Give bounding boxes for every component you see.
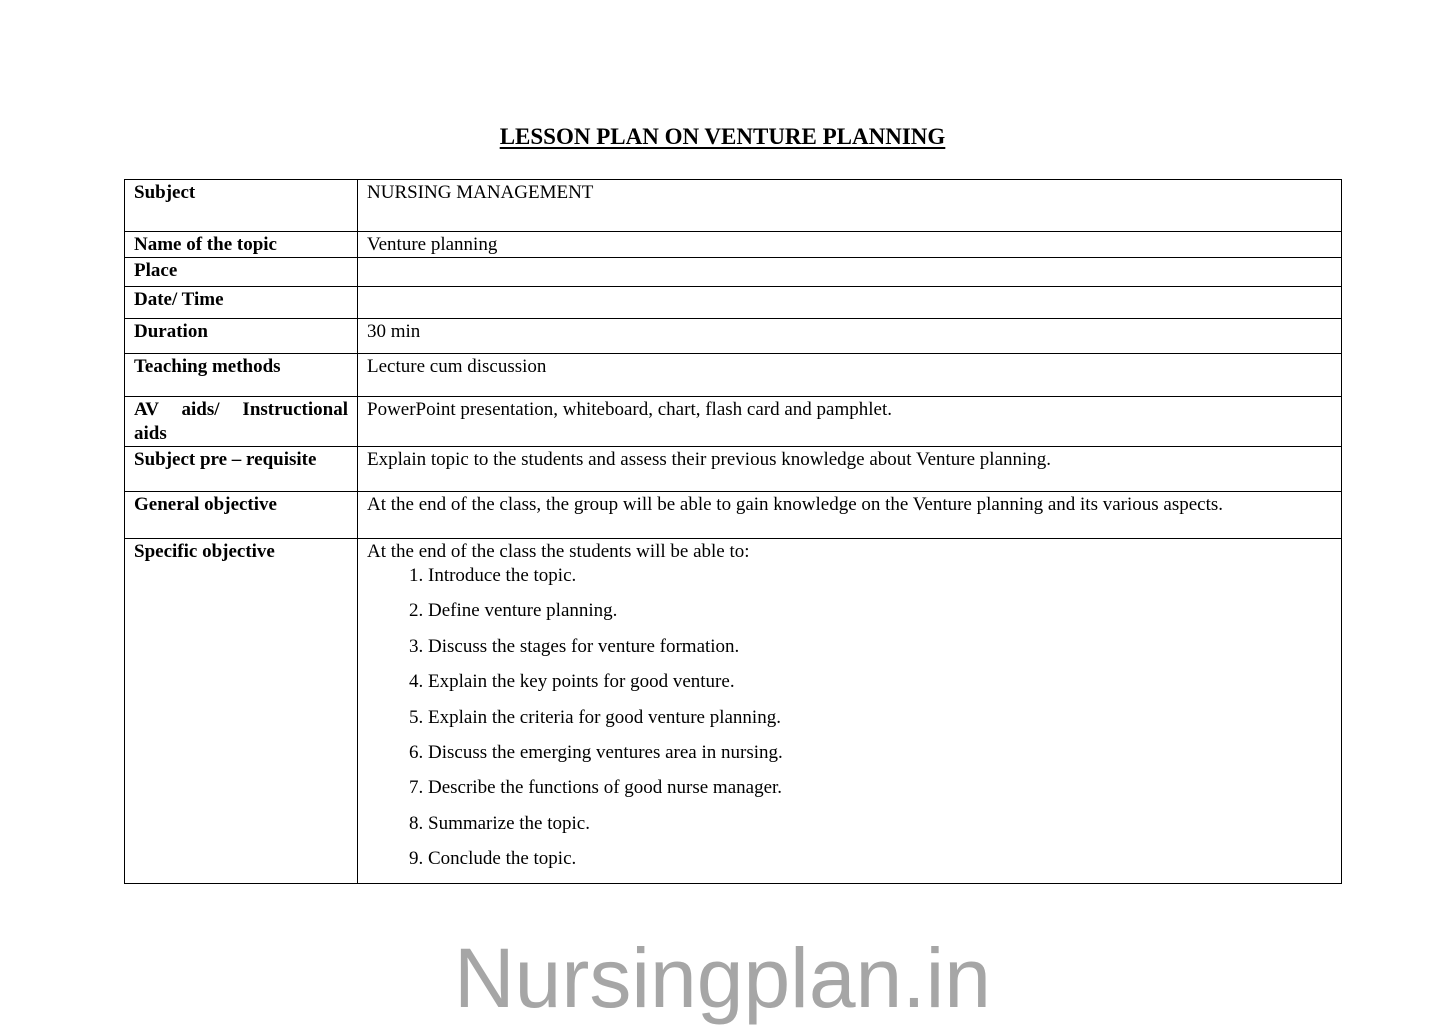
methods-value: Lecture cum discussion [358, 354, 1342, 397]
av-aids-label: AV aids/ Instructional aids [125, 397, 358, 447]
topic-label: Name of the topic [125, 232, 358, 258]
list-item: 2. Define venture planning. [428, 599, 1332, 634]
general-objective-label: General objective [125, 492, 358, 539]
table-row [125, 492, 1342, 539]
duration-value: 30 min [358, 319, 1342, 354]
prerequisite-value: Explain topic to the students and assess their previous knowledge about Venture planning. [358, 447, 1342, 492]
list-item: 5. Explain the criteria for good venture planning. [428, 706, 1332, 741]
table-row [125, 539, 1342, 884]
subject-value: NURSING MANAGEMENT [358, 180, 1342, 232]
place-value [358, 258, 1342, 287]
methods-label: Teaching methods [125, 354, 358, 397]
table-row [125, 397, 1342, 447]
datetime-value [358, 287, 1342, 319]
lesson-plan-table [124, 179, 1342, 884]
table-row [125, 258, 1342, 287]
datetime-label: Date/ Time [125, 287, 358, 319]
table-row [125, 232, 1342, 258]
objective-list [367, 564, 1332, 883]
general-objective-value: At the end of the class, the group will be able to gain knowledge on the Venture planning and its various aspects. [358, 492, 1342, 539]
table-row [125, 447, 1342, 492]
table-row [125, 287, 1342, 319]
site-watermark: Nursingplan.in [454, 931, 991, 1025]
duration-label: Duration [125, 319, 358, 354]
list-item: 1. Introduce the topic. [428, 564, 1332, 599]
list-item: 8. Summarize the topic. [428, 812, 1332, 847]
table-row [125, 354, 1342, 397]
list-item: 6. Discuss the emerging ventures area in nursing. [428, 741, 1332, 776]
specific-objective-label: Specific objective [125, 539, 358, 884]
page-title: LESSON PLAN ON VENTURE PLANNING [499, 124, 946, 149]
av-aids-value: PowerPoint presentation, whiteboard, chart, flash card and pamphlet. [358, 397, 1342, 447]
prerequisite-label: Subject pre – requisite [125, 447, 358, 492]
list-item: 3. Discuss the stages for venture formation. [428, 635, 1332, 670]
list-item: 4. Explain the key points for good venture. [428, 670, 1332, 705]
topic-value: Venture planning [358, 232, 1342, 258]
subject-label: Subject [125, 180, 358, 232]
list-item: 7. Describe the functions of good nurse manager. [428, 776, 1332, 811]
table-row [125, 180, 1342, 232]
place-label: Place [125, 258, 358, 287]
table-row [125, 319, 1342, 354]
list-item: 9. Conclude the topic. [428, 847, 1332, 882]
specific-objective-intro: At the end of the class the students will be able to: [367, 541, 750, 562]
specific-objective-value [358, 539, 1342, 884]
